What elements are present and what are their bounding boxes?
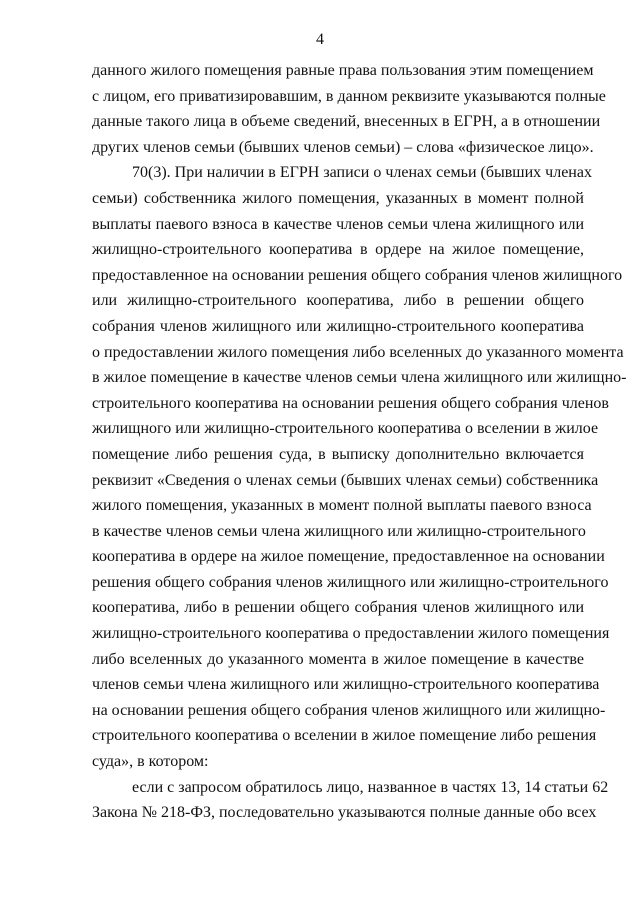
text-line: реквизит «Сведения о членах семьи (бывших членах семьи) собственника (92, 471, 599, 489)
text-line: семьи) собственника жилого помещения, указанных в момент полной (92, 189, 584, 207)
paragraph (92, 160, 627, 774)
text-line: выплаты паевого взноса в качестве членов семьи члена жилищного или (92, 215, 584, 233)
text-line: предоставленное на основании решения общего собрания членов жилищного (92, 266, 623, 284)
text-line: собрания членов жилищного или жилищно-строительного кооператива (92, 317, 584, 335)
text-line: жилищно-строительного кооператива о предоставлении жилого помещения (92, 625, 610, 643)
paragraph (92, 775, 609, 826)
text-line: Закона № 218-ФЗ, последовательно указываются полные данные обо всех (92, 804, 597, 822)
text-line: членов семьи члена жилищного или жилищно-строительного кооператива (92, 676, 600, 694)
text-line: кооператива, либо в решении общего собрания членов жилищного или (92, 599, 584, 617)
text-line: или жилищно-строительного кооператива, либо в решении общего (92, 292, 584, 310)
text-line: суда», в котором: (92, 753, 209, 771)
text-line: помещение либо решения суда, в выписку дополнительно включается (92, 445, 584, 463)
text-line: жилого помещения, указанных в момент полной выплаты паевого взноса (92, 497, 592, 515)
text-line: на основании решения общего собрания членов жилищного или жилищно- (92, 701, 606, 719)
text-line: кооператива в ордере на жилое помещение, предоставленное на основании (92, 548, 605, 566)
page-number: 4 (316, 31, 324, 48)
text-line: строительного кооператива на основании решения общего собрания членов (92, 394, 609, 412)
document-body (92, 58, 627, 826)
text-line: жилищного или жилищно-строительного кооператива о вселении в жилое (92, 420, 599, 438)
text-line: строительного кооператива о вселении в жилое помещение либо решения (92, 727, 597, 745)
text-line: 70(3). При наличии в ЕГРН записи о членах семьи (бывших членах (132, 164, 592, 182)
paragraph (92, 58, 606, 160)
text-line: о предоставлении жилого помещения либо вселенных до указанного момента (92, 343, 624, 361)
text-line: решения общего собрания членов жилищного или жилищно-строительного (92, 573, 609, 591)
text-line: жилищно-строительного кооператива в ордере на жилое помещение, (92, 241, 584, 259)
text-line: либо вселенных до указанного момента в жилое помещение в качестве (92, 650, 584, 668)
text-line: с лицом, его приватизировавшим, в данном реквизите указываются полные (92, 87, 606, 105)
text-line: данные такого лица в объеме сведений, внесенных в ЕГРН, а в отношении (92, 113, 601, 131)
text-line: других членов семьи (бывших членов семьи) – слова «физическое лицо». (92, 138, 594, 156)
text-line: данного жилого помещения равные права пользования этим помещением (92, 62, 594, 79)
text-line: если с запросом обратилось лицо, названное в частях 13, 14 статьи 62 (132, 778, 609, 796)
text-line: в жилое помещение в качестве членов семьи члена жилищного или жилищно- (92, 369, 627, 387)
text-line: в качестве членов семьи члена жилищного или жилищно-строительного (92, 522, 586, 540)
